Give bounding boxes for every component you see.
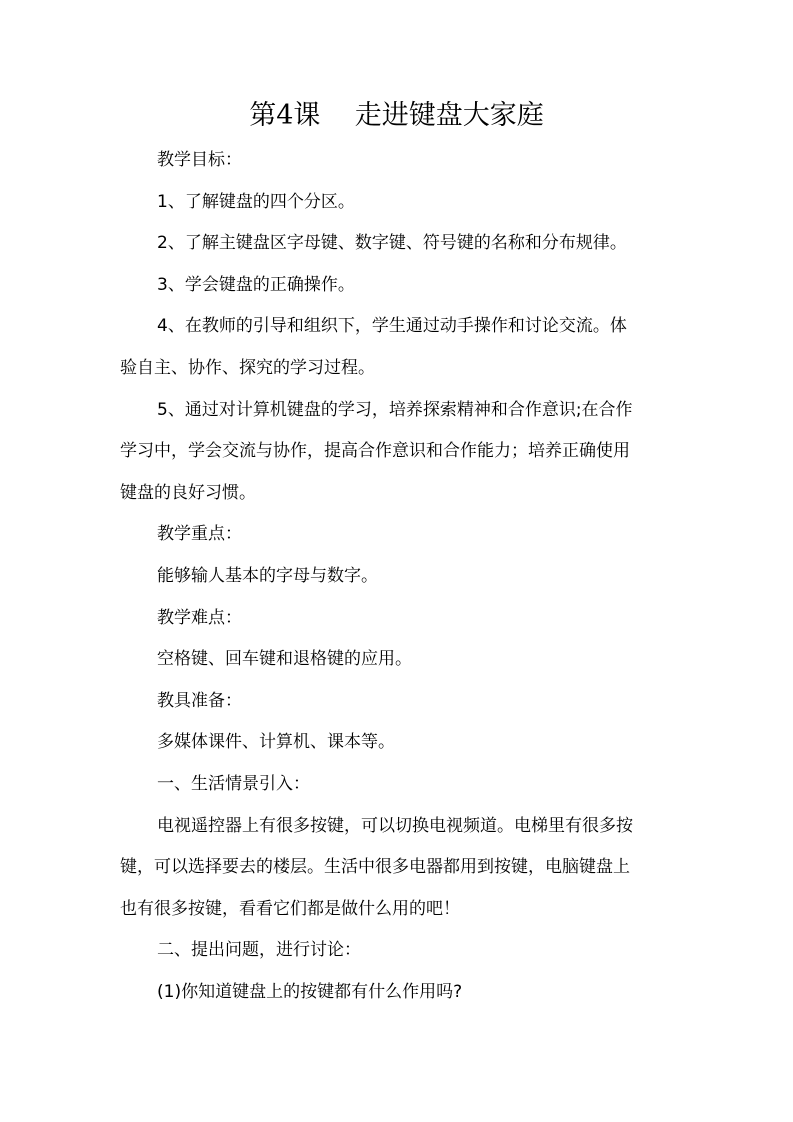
heading-materials (120, 681, 680, 723)
text-line: 空格键、回车键和退格键的应用。 (157, 649, 412, 670)
section-1-text (120, 806, 680, 931)
lesson-body (120, 140, 680, 1013)
text-line: 教学难点： (157, 607, 242, 628)
difficulties-text (120, 639, 680, 681)
section-heading-1 (120, 764, 680, 806)
objective-item-4 (120, 306, 680, 389)
heading-key-points (120, 514, 680, 556)
key-points-text (120, 556, 680, 598)
text-line: 键，可以选择要去的楼层。生活中很多电器都用到按键，电脑键盘上 (120, 857, 630, 878)
text-line: 一、生活情景引入： (157, 773, 310, 794)
text-line: 教学目标： (157, 150, 242, 170)
text-line: 2、了解主键盘区字母键、数字键、符号键的名称和分布规律。 (157, 233, 627, 254)
text-line: 电视遥控器上有很多按键，可以切换电视频道。电梯里有很多按 (157, 815, 633, 836)
text-line: 教具准备： (157, 690, 242, 711)
text-line: 二、提出问题，进行讨论： (157, 940, 361, 961)
text-line: 学习中，学会交流与协作，提高合作意识和合作能力；培养正确使用 (120, 441, 630, 462)
text-line: 4、在教师的引导和组织下，学生通过动手操作和讨论交流。体 (157, 316, 627, 337)
text-line: 能够输人基本的字母与数字。 (157, 565, 378, 586)
text-line: 1、了解键盘的四个分区。 (157, 191, 355, 212)
text-line: (1)你知道键盘上的按键都有什么作用吗? (157, 981, 463, 1002)
text-line: 3、学会键盘的正确操作。 (157, 274, 355, 295)
section-heading-2 (120, 930, 680, 972)
objective-item-1 (120, 182, 680, 224)
objective-item-2 (120, 223, 680, 265)
lesson-title: 第4课 走进键盘大家庭 (249, 100, 544, 131)
text-line: 也有很多按键，看看它们都是做什么用的吧！ (120, 898, 460, 919)
text-line: 5、通过对计算机键盘的学习，培养探索精神和合作意识;在合作 (157, 399, 633, 420)
heading-difficulties (120, 598, 680, 640)
text-line: 键盘的良好习惯。 (120, 482, 256, 503)
heading-objectives (120, 140, 680, 182)
objective-item-3 (120, 265, 680, 307)
text-line: 教学重点： (157, 524, 242, 545)
text-line: 验自主、协作、探究的学习过程。 (120, 357, 375, 378)
materials-text (120, 722, 680, 764)
objective-item-5 (120, 390, 680, 515)
text-line: 多媒体课件、计算机、课本等。 (157, 732, 395, 753)
question-1 (120, 972, 680, 1014)
